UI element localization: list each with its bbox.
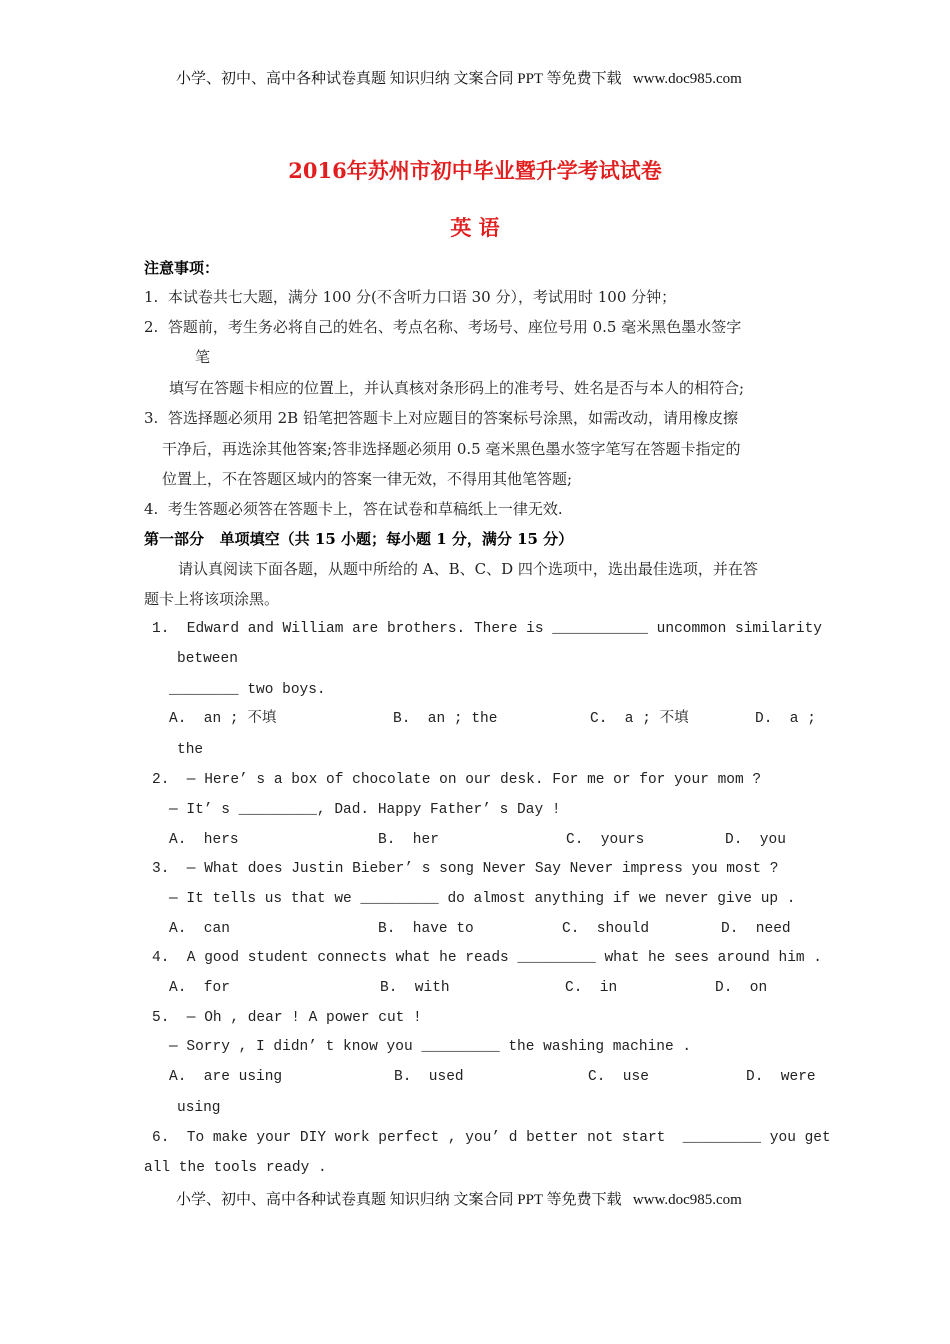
question-1-option-c: C. a ; 不填 <box>590 711 689 727</box>
section-instructions: 请认真阅读下面各题，从题中所给的 A、B、C、D 四个选项中，选出最佳选项，并在答 <box>178 560 758 578</box>
question-4-option-c: C. in <box>565 980 618 996</box>
question-1-text: between <box>177 651 238 667</box>
question-6-text: all the tools ready . <box>144 1160 327 1176</box>
question-2-text: 2. — Here’ s a box of chocolate on our desk. For me or for your mom ? <box>152 772 762 788</box>
question-2-option-a: A. hers <box>169 832 239 848</box>
notice-line: 位置上，不在答题区域内的答案一律无效，不得用其他笔答题; <box>162 470 573 488</box>
notice-line: 干净后，再选涂其他答案;答非选择题必须用 0.5 毫米黑色墨水签字笔写在答题卡指定的 <box>162 440 741 458</box>
question-5-option-b: B. used <box>394 1069 464 1085</box>
notice-line: 3. 答选择题必须用 2B 铅笔把答题卡上对应题目的答案标号涂黑，如需改动，请用橡皮擦 <box>144 409 738 427</box>
question-3-option-a: A. can <box>169 921 230 937</box>
notice-line: 填写在答题卡相应的位置上，并认真核对条形码上的准考号、姓名是否与本人的相符合; <box>169 379 745 397</box>
section-heading: 第一部分 单项填空（共 15 小题；每小题 1 分，满分 15 分） <box>144 530 574 548</box>
question-1-option-d-wrap: the <box>177 742 204 758</box>
question-1-option-b: B. an ; the <box>393 711 498 727</box>
notice-line: 笔 <box>195 348 211 366</box>
question-6-text: 6. To make your DIY work perfect , you’ d better not start _________ you get <box>152 1130 831 1146</box>
page-header: 小学、初中、高中各种试卷真题 知识归纳 文案合同 PPT 等免费下载 www.doc985.com <box>176 71 742 87</box>
question-5-option-d: D. were <box>746 1069 816 1085</box>
question-5-text: — Sorry , I didn’ t know you _________ the washing machine . <box>169 1039 692 1055</box>
question-1-text: ________ two boys. <box>169 682 326 698</box>
question-3-option-c: C. should <box>562 921 650 937</box>
notice-line: 4. 考生答题必须答在答题卡上，答在试卷和草稿纸上一律无效. <box>144 500 563 518</box>
section-instructions: 题卡上将该项涂黑。 <box>144 590 280 608</box>
question-4-option-d: D. on <box>715 980 768 996</box>
subject-title: 英 语 <box>450 215 500 240</box>
question-1-text: 1. Edward and William are brothers. There is ___________ uncommon similarity <box>152 621 823 637</box>
question-5-option-d-wrap: using <box>177 1100 221 1116</box>
question-3-option-b: B. have to <box>378 921 474 937</box>
exam-title: 2016年苏州市初中毕业暨升学考试试卷 <box>288 158 662 183</box>
question-1-option-a: A. an ; 不填 <box>169 711 277 727</box>
question-5-option-a: A. are using <box>169 1069 283 1085</box>
question-4-text: 4. A good student connects what he reads _________ what he sees around him . <box>152 950 823 966</box>
notice-line: 1. 本试卷共七大题，满分 100 分(不含听力口语 30 分），考试用时 100 分钟； <box>144 288 677 306</box>
question-4-option-b: B. with <box>380 980 450 996</box>
question-4-option-a: A. for <box>169 980 230 996</box>
question-3-text: 3. — What does Justin Bieber’ s song Never Say Never impress you most ? <box>152 861 779 877</box>
notice-line: 2. 答题前，考生务必将自己的姓名、考点名称、考场号、座位号用 0.5 毫米黑色墨水签字 <box>144 318 742 336</box>
question-2-option-c: C. yours <box>566 832 645 848</box>
page-footer: 小学、初中、高中各种试卷真题 知识归纳 文案合同 PPT 等免费下载 www.doc985.com <box>176 1192 742 1208</box>
question-2-text: — It’ s _________, Dad. Happy Father’ s Day ! <box>169 802 561 818</box>
question-3-option-d: D. need <box>721 921 791 937</box>
question-2-option-b: B. her <box>378 832 439 848</box>
question-3-text: — It tells us that we _________ do almost anything if we never give up . <box>169 891 796 907</box>
question-5-text: 5. — Oh , dear ! A power cut ! <box>152 1010 422 1026</box>
notice-heading: 注意事项： <box>144 259 220 277</box>
question-5-option-c: C. use <box>588 1069 649 1085</box>
question-1-option-d: D. a ; <box>755 711 816 727</box>
question-2-option-d: D. you <box>725 832 786 848</box>
